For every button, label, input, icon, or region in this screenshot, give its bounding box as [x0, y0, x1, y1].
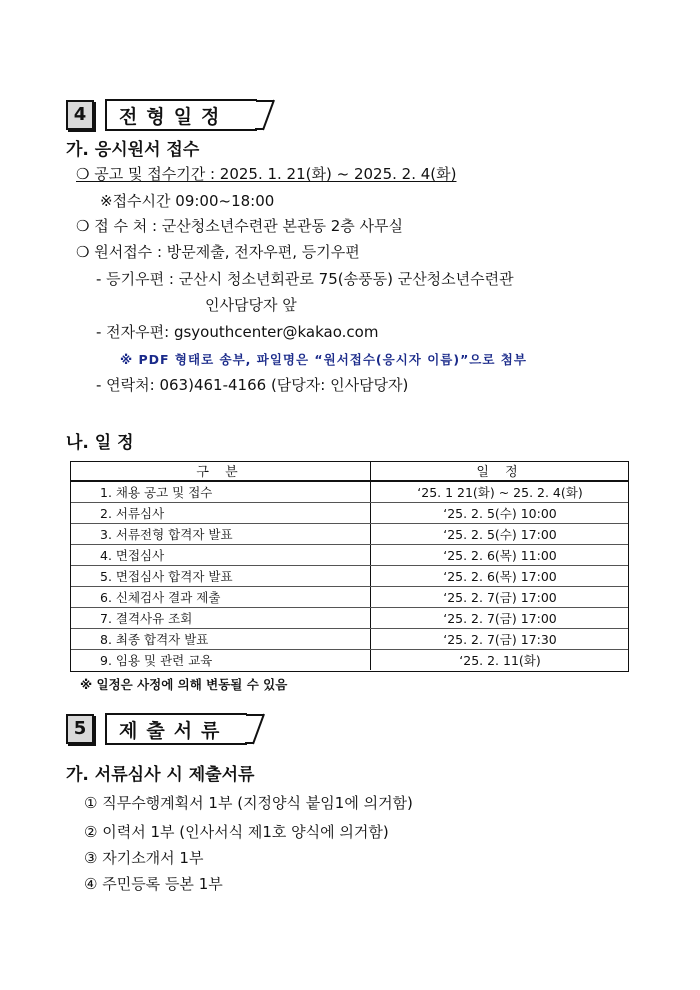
row-date: ‘25. 2. 7(금) 17:00 — [371, 587, 630, 608]
email-note: ※ PDF 형태로 송부, 파일명은 “원서접수(응시자 이름)”으로 첨부 — [120, 352, 527, 367]
row-step: 6. 신체검사 결과 제출 — [70, 587, 371, 608]
row-step: 3. 서류전형 합격자 발표 — [70, 524, 371, 545]
document-item-3: ③ 자기소개서 1부 — [84, 849, 204, 867]
section-4-title-box — [105, 99, 257, 131]
row-step: 9. 임용 및 관련 교육 — [100, 653, 213, 668]
section-5-title-slant — [245, 713, 265, 745]
registered-mail-recipient: 인사담당자 앞 — [205, 296, 297, 314]
row-step: 2. 서류심사 — [70, 503, 371, 524]
schedule-table — [70, 461, 629, 670]
section-5a-heading: 가. 서류심사 시 제출서류 — [66, 765, 255, 785]
section-5-title: 제출서류 — [119, 720, 229, 742]
table-row — [70, 650, 629, 671]
row-date: ‘25. 2. 7(금) 17:30 — [371, 629, 630, 650]
row-date: ‘25. 2. 5(수) 10:00 — [371, 503, 630, 524]
registered-mail-address: - 등기우편 : 군산시 청소년회관로 75(송풍동) 군산청소년수련관 — [96, 270, 514, 288]
document-item-2: ② 이력서 1부 (인사서식 제1호 양식에 의거함) — [84, 823, 389, 841]
row-date: ‘25. 2. 6(목) 17:00 — [371, 566, 630, 587]
schedule-change-note: ※ 일정은 사정에 의해 변동될 수 있음 — [80, 677, 288, 692]
email-address: - 전자우편: gsyouthcenter@kakao.com — [96, 323, 379, 341]
row-date: ‘25. 1 21(화) ~ 25. 2. 4(화) — [371, 481, 630, 503]
table-row — [70, 629, 629, 650]
row-date: ‘25. 2. 5(수) 17:00 — [371, 524, 630, 545]
application-period: ❍ 공고 및 접수기간 : 2025. 1. 21(화) ~ 2025. 2. 4(화) — [76, 165, 457, 183]
row-date: ‘25. 2. 11(화) — [371, 650, 630, 671]
reception-place: ❍ 접 수 처 : 군산청소년수련관 본관동 2층 사무실 — [76, 217, 404, 235]
row-step: 1. 채용 공고 및 접수 — [70, 481, 371, 503]
schedule-header-row — [70, 461, 629, 481]
reception-time-note: ※접수시간 09:00~18:00 — [100, 192, 275, 210]
row-date: ‘25. 2. 6(목) 11:00 — [371, 545, 630, 566]
row-step: 7. 결격사유 조회 — [70, 608, 371, 629]
table-row — [70, 608, 629, 629]
table-row — [70, 481, 629, 503]
section-4-title-slant — [255, 99, 275, 131]
schedule-header-date: 일 정 — [371, 461, 630, 481]
row-step: 8. 최종 합격자 발표 — [70, 629, 371, 650]
table-row — [70, 545, 629, 566]
table-row — [70, 587, 629, 608]
document-item-1: ① 직무수행계획서 1부 (지정양식 붙임1에 의거함) — [84, 794, 413, 812]
table-row — [70, 503, 629, 524]
application-methods: ❍ 원서접수 : 방문제출, 전자우편, 등기우편 — [76, 243, 360, 261]
table-row — [70, 566, 629, 587]
row-date: ‘25. 2. 7(금) 17:00 — [371, 608, 630, 629]
schedule-header-category: 구 분 — [70, 461, 371, 481]
section-4a-heading: 가. 응시원서 접수 — [66, 140, 200, 160]
document-item-4: ④ 주민등록 등본 1부 — [84, 875, 223, 893]
row-step: 5. 면접심사 합격자 발표 — [70, 566, 371, 587]
section-4b-heading: 나. 일 정 — [66, 433, 134, 453]
section-4-title: 전형일정 — [119, 106, 229, 128]
section-5-number: 5 — [66, 714, 94, 744]
table-row — [70, 524, 629, 545]
contact-info: - 연락처: 063)461-4166 (담당자: 인사담당자) — [96, 376, 409, 394]
section-4-number: 4 — [66, 100, 94, 130]
row-step: 4. 면접심사 — [70, 545, 371, 566]
section-5-title-box — [105, 713, 247, 745]
